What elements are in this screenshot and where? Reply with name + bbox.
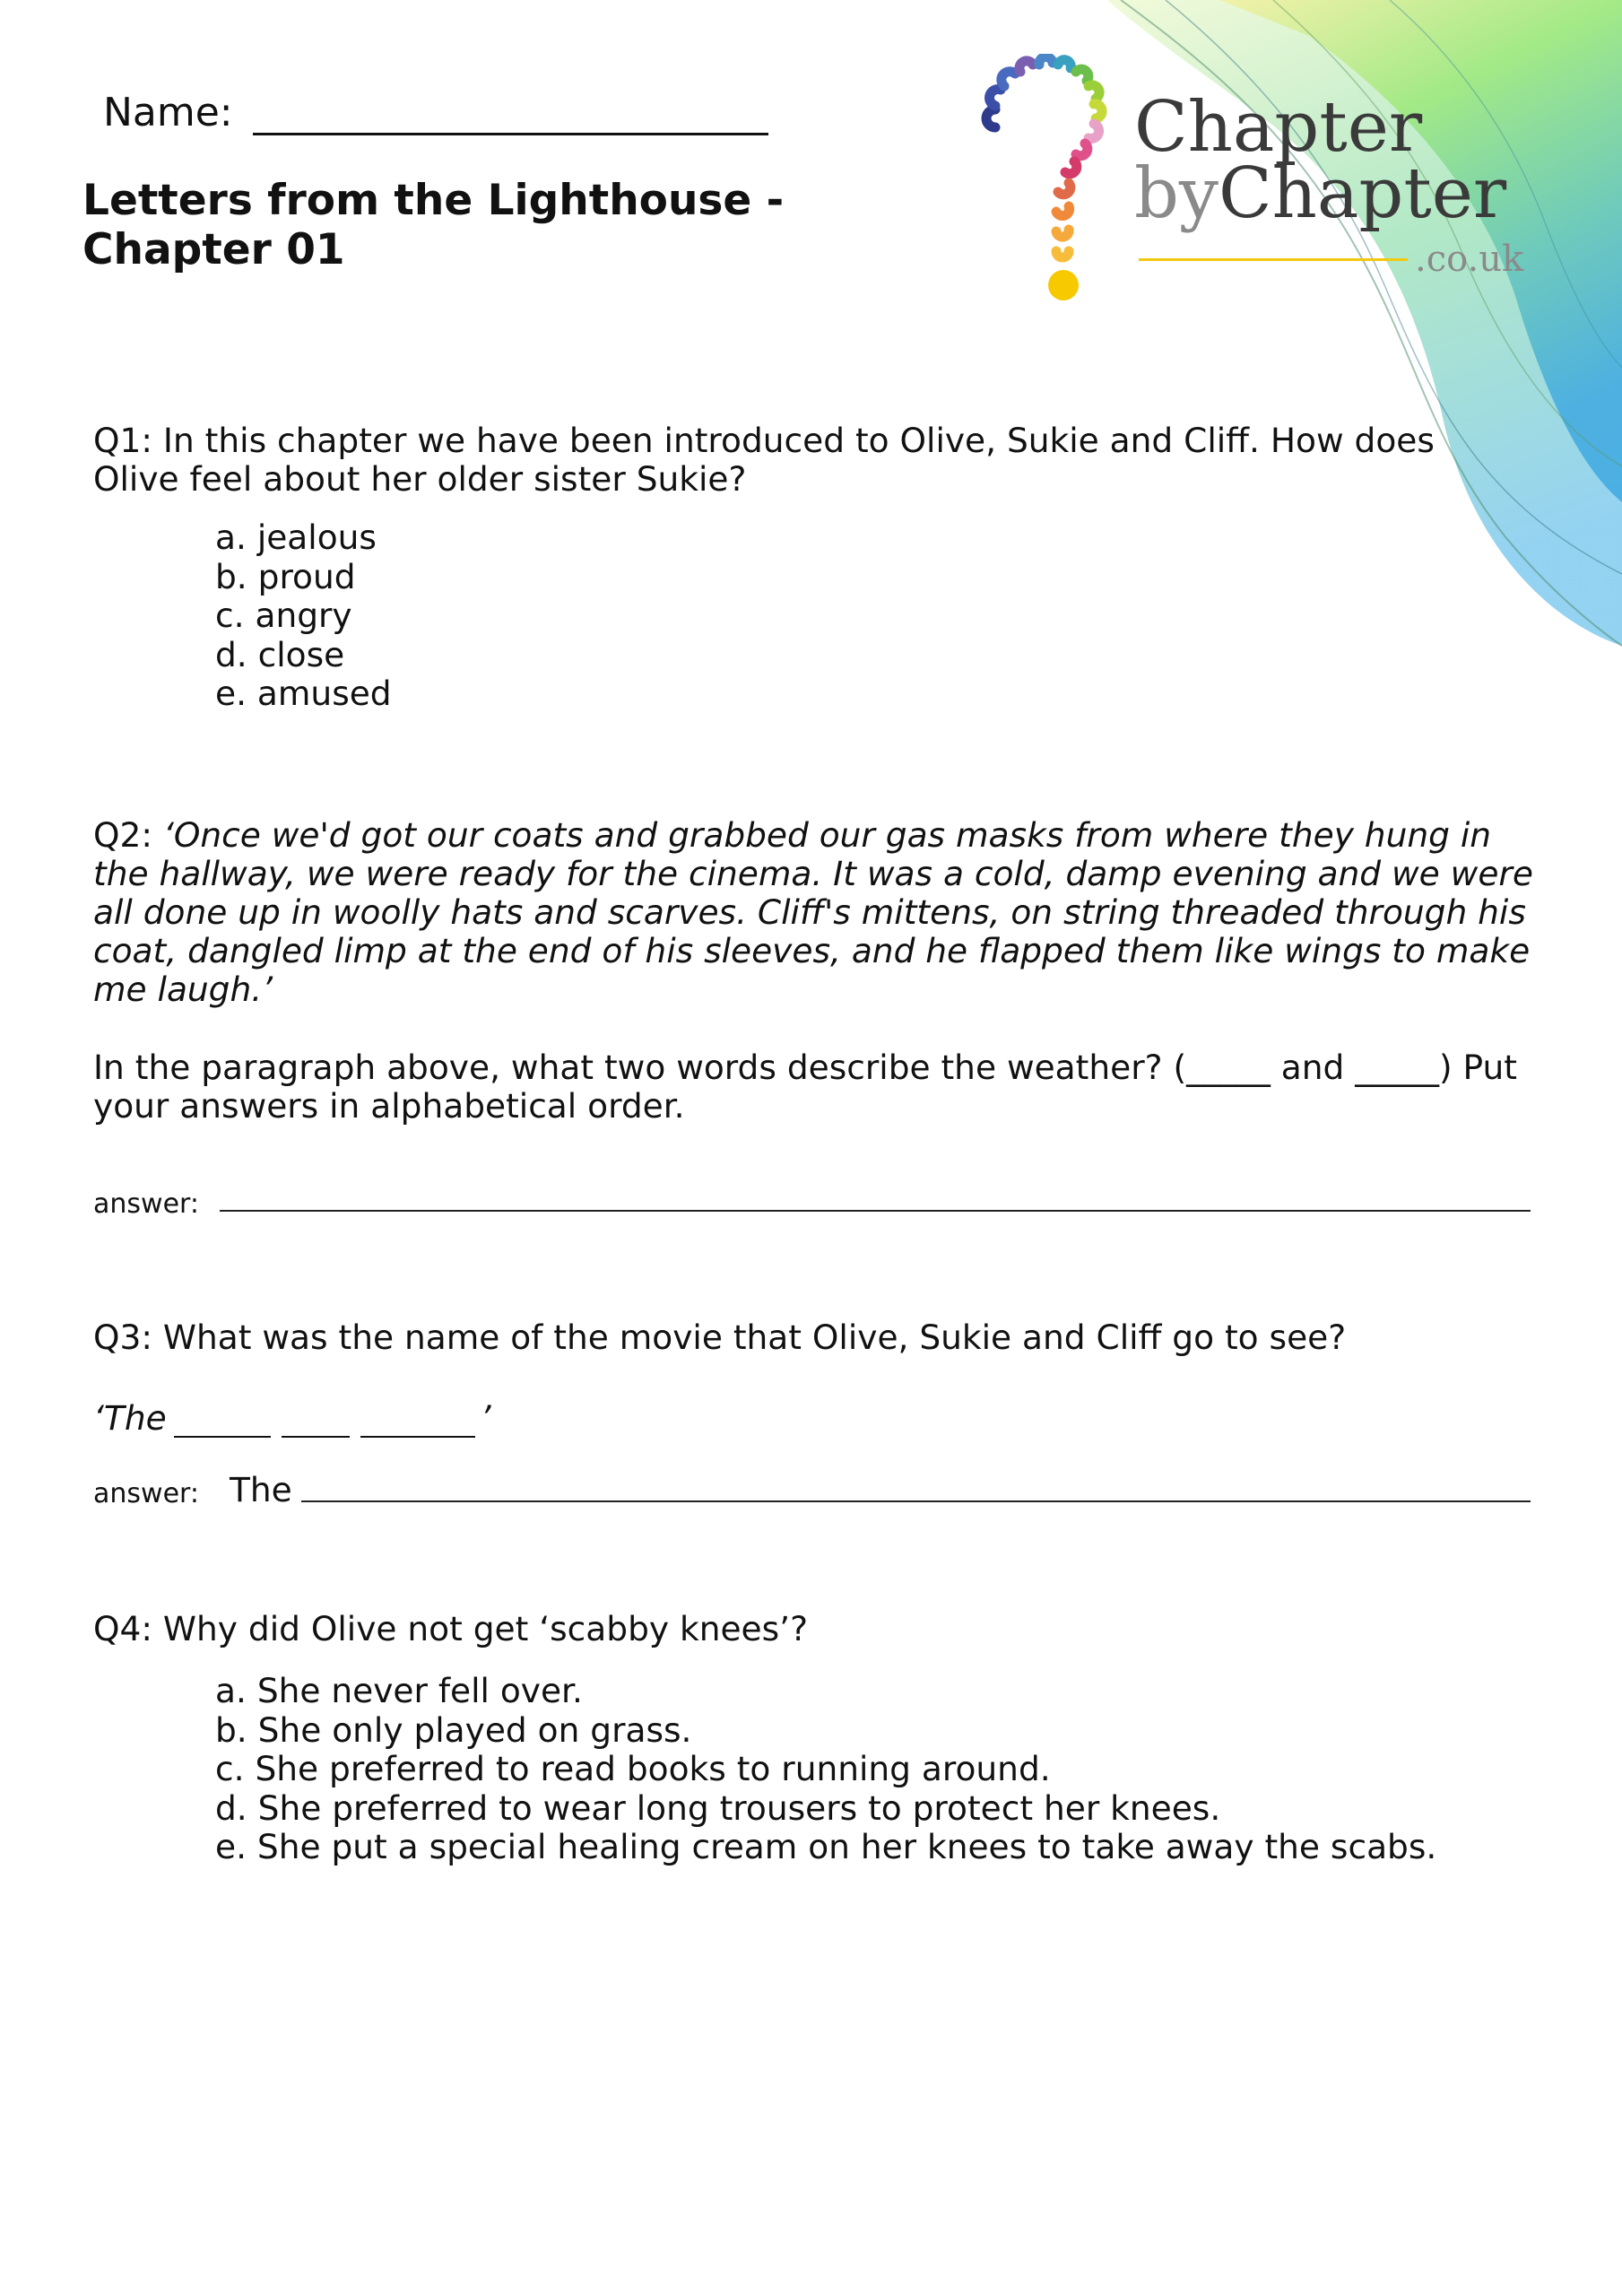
q2-answer-label: answer:	[93, 1188, 199, 1220]
q4-options	[215, 1672, 1436, 1867]
q4-text: Q4: Why did Olive not get ‘scabby knees’?	[93, 1609, 808, 1648]
q1-option-d: d. close	[215, 634, 345, 674]
worksheet-title: Letters from the Lighthouse - Chapter 01	[82, 176, 785, 274]
q3-answer-prefix: The	[230, 1470, 292, 1509]
q3-answer-line[interactable]	[301, 1500, 1531, 1502]
q2-question: In the paragraph above, what two words describe the weather? (_____ and _____) Put your answers in alphabetical order.	[93, 1048, 1517, 1126]
q4-option-b: b. She only played on grass.	[215, 1709, 692, 1750]
question-mark-books-icon	[968, 54, 1121, 309]
logo-domain: .co.uk	[1415, 239, 1524, 280]
name-row	[103, 90, 768, 135]
q3-hint-blank-1	[174, 1409, 271, 1438]
logo	[1134, 87, 1524, 287]
q1-text: Q1: In this chapter we have been introduced to Olive, Sukie and Cliff. How does Olive feel about her older sister Sukie?	[93, 421, 1435, 499]
q4-option-a: a. She never fell over.	[215, 1671, 583, 1710]
q3-hint-start: ‘The	[93, 1398, 167, 1438]
logo-chapter: Chapter	[1219, 153, 1507, 234]
q1-option-b: b. proud	[215, 556, 356, 596]
q4-option-d: d. She preferred to wear long trousers to protect her knees.	[215, 1787, 1221, 1828]
q4-option-c: c. She preferred to read books to running around.	[215, 1749, 1051, 1788]
q2-answer-line[interactable]	[220, 1210, 1531, 1212]
logo-underline	[1139, 258, 1408, 261]
name-field[interactable]	[253, 97, 768, 135]
q1-options	[215, 518, 392, 714]
q3-text: Q3: What was the name of the movie that Olive, Sukie and Cliff go to see?	[93, 1318, 1347, 1357]
q1-option-e: e. amused	[215, 674, 392, 713]
q4-option-e: e. She put a special healing cream on her knees to take away the scabs.	[215, 1827, 1437, 1866]
logo-line1: Chapter	[1134, 87, 1423, 168]
q3-answer-label: answer:	[93, 1478, 199, 1509]
q3-hint-blank-3	[360, 1409, 475, 1438]
q3-hint-end: ’	[480, 1398, 491, 1438]
q2-label: Q2:	[93, 815, 153, 855]
q3-hint	[93, 1399, 491, 1438]
q1-option-a: a. jealous	[215, 517, 377, 557]
q1-option-c: c. angry	[215, 596, 352, 635]
q3-hint-blank-2	[282, 1409, 350, 1438]
logo-by: by	[1134, 153, 1219, 234]
q2-quote-block	[93, 816, 1546, 1009]
q2-quote: ‘Once we'd got our coats and grabbed our gas masks from where they hung in the hallway, we were ready for the cinema. It was a cold, damp evening and we were all done up in woolly hats and scarves. Cliff's mittens, on string threaded through his coat, dangled limp at the end of his sleeves, and he flapped them like wings to make me laugh.’	[93, 815, 1533, 1009]
name-label: Name:	[103, 90, 233, 135]
